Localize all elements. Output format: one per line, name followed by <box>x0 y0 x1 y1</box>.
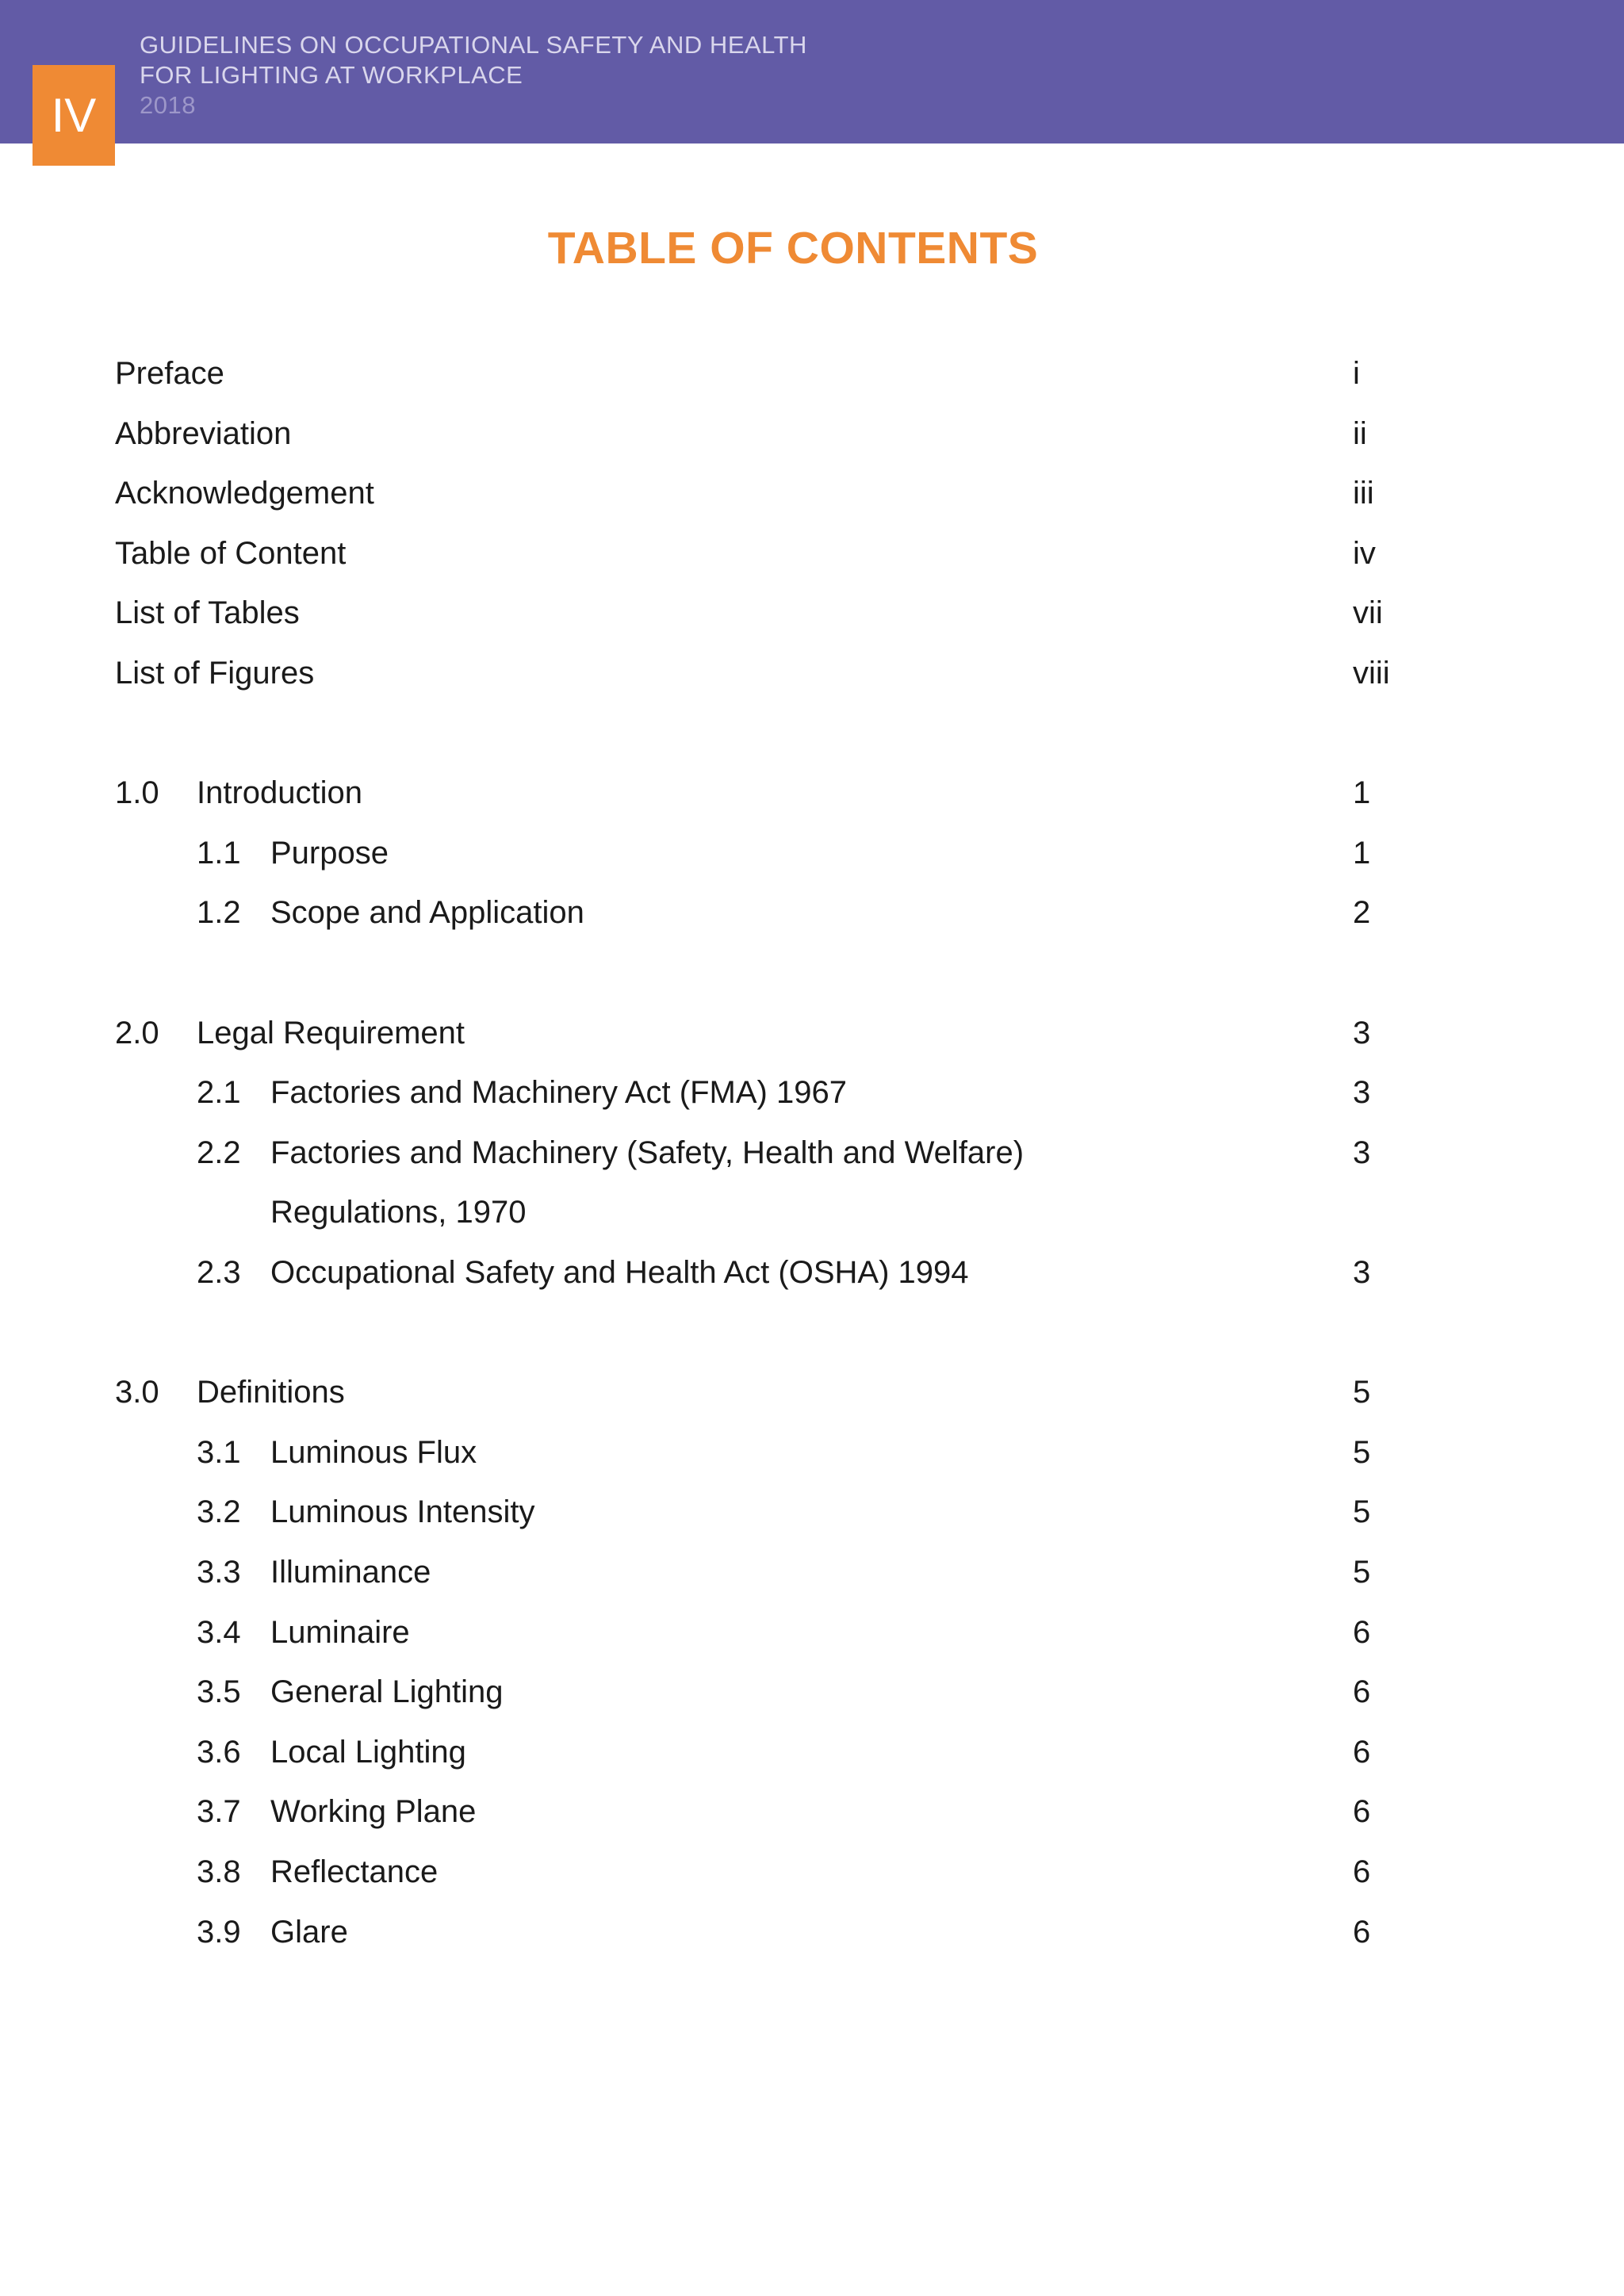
toc-section <box>0 1009 1624 1057</box>
toc-subsection-title: Luminous Intensity <box>270 1494 535 1530</box>
toc-subsection-title: Working Plane <box>270 1794 477 1830</box>
toc-subsection-number: 2.1 <box>197 1075 241 1111</box>
toc-subsection <box>0 1548 1624 1596</box>
toc-subsection-title: Reflectance <box>270 1854 439 1889</box>
toc-subsection-title: Occupational Safety and Health Act (OSHA) 1994 <box>270 1255 969 1290</box>
toc-entry <box>0 469 1624 517</box>
toc-section <box>0 769 1624 817</box>
toc-subsection-page: 6 <box>1353 1914 1371 1950</box>
toc-subsection-title: Factories and Machinery (Safety, Health and Welfare) <box>270 1135 1025 1170</box>
toc-subsection-page: 6 <box>1353 1854 1371 1889</box>
toc-subsection-number: 3.2 <box>197 1494 241 1530</box>
toc-subsection-page: 6 <box>1353 1674 1371 1710</box>
toc-entry-title: List of Figures <box>115 656 315 691</box>
toc-subsection <box>0 1848 1624 1896</box>
toc-subsection <box>0 1788 1624 1835</box>
toc-entry <box>0 649 1624 697</box>
toc-subsection <box>0 829 1624 877</box>
toc-entry <box>0 589 1624 637</box>
toc-subsection-title: Glare <box>270 1914 348 1950</box>
toc-entry <box>0 350 1624 397</box>
toc-section-title: Legal Requirement <box>197 1015 465 1050</box>
toc-subsection-page: 3 <box>1353 1135 1371 1170</box>
toc-subsection-title: General Lighting <box>270 1674 504 1710</box>
toc-subsection-number: 3.7 <box>197 1794 241 1830</box>
toc-subsection-page: 6 <box>1353 1614 1371 1650</box>
toc-section-number: 2.0 <box>115 1015 159 1050</box>
toc-subsection-title: Scope and Application <box>270 895 584 931</box>
toc-entry-title: Preface <box>115 356 224 391</box>
toc-subsection-number: 1.2 <box>197 895 241 931</box>
page-number-badge: IV <box>33 65 115 166</box>
toc-subsection <box>0 1129 1624 1177</box>
toc-subsection-page: 3 <box>1353 1075 1371 1111</box>
toc-subsection-page: 5 <box>1353 1434 1371 1470</box>
toc-section-number: 3.0 <box>115 1375 159 1410</box>
toc-subsection-number: 3.3 <box>197 1555 241 1590</box>
toc-entry-page: vii <box>1353 595 1383 631</box>
toc-entry-page: i <box>1353 356 1360 391</box>
toc-entry-title: Abbreviation <box>115 415 292 451</box>
toc-subsection <box>0 889 1624 936</box>
toc-subsection <box>0 1609 1624 1656</box>
toc-entry-title: List of Tables <box>115 595 300 631</box>
toc-subsection-page: 5 <box>1353 1555 1371 1590</box>
toc-section-page: 3 <box>1353 1015 1371 1050</box>
toc-subsection-number: 3.5 <box>197 1674 241 1710</box>
toc-section-title: Definitions <box>197 1375 345 1410</box>
toc-subsection-page: 1 <box>1353 835 1371 871</box>
toc-entry-page: viii <box>1353 656 1390 691</box>
toc-section-number: 1.0 <box>115 775 159 811</box>
toc-subsection-page: 6 <box>1353 1794 1371 1830</box>
toc-subsection-page: 2 <box>1353 895 1371 931</box>
toc-subsection-continuation <box>0 1188 1624 1236</box>
toc-subsection <box>0 1728 1624 1776</box>
toc-subsection-title: Illuminance <box>270 1555 431 1590</box>
toc-subsection-number: 3.4 <box>197 1614 241 1650</box>
document-title-line-2: FOR LIGHTING AT WORKPLACE <box>140 61 523 89</box>
toc-subsection-number: 3.9 <box>197 1914 241 1950</box>
toc-subsection-page: 3 <box>1353 1255 1371 1290</box>
toc-subsection-page: 5 <box>1353 1494 1371 1530</box>
document-year: 2018 <box>140 91 196 119</box>
toc-subsection <box>0 1249 1624 1296</box>
toc-subsection <box>0 1429 1624 1476</box>
toc-subsection-number: 1.1 <box>197 835 241 871</box>
toc-subsection-number: 2.2 <box>197 1135 241 1170</box>
toc-subsection-number: 3.8 <box>197 1854 241 1889</box>
toc-subsection-number: 2.3 <box>197 1255 241 1290</box>
toc-subsection-number: 3.1 <box>197 1434 241 1470</box>
toc-entry-title: Table of Content <box>115 535 347 571</box>
toc-subsection-number: 3.6 <box>197 1734 241 1770</box>
toc-subsection <box>0 1069 1624 1116</box>
toc-subsection-title: Luminous Flux <box>270 1434 477 1470</box>
toc-section <box>0 1368 1624 1416</box>
toc-entry-page: ii <box>1353 415 1367 451</box>
toc-subsection-title-continued: Regulations, 1970 <box>270 1195 527 1230</box>
toc-section-page: 1 <box>1353 775 1371 811</box>
toc-subsection <box>0 1488 1624 1536</box>
toc-subsection <box>0 1668 1624 1716</box>
toc-entry <box>0 410 1624 457</box>
toc-subsection-page: 6 <box>1353 1734 1371 1770</box>
toc-subsection <box>0 1908 1624 1956</box>
toc-subsection-title: Factories and Machinery Act (FMA) 1967 <box>270 1075 847 1111</box>
toc-entry <box>0 530 1624 577</box>
document-title-line-1: GUIDELINES ON OCCUPATIONAL SAFETY AND HEALTH <box>140 31 807 59</box>
toc-section-page: 5 <box>1353 1375 1371 1410</box>
toc-entry-page: iv <box>1353 535 1376 571</box>
toc-subsection-title: Local Lighting <box>270 1734 466 1770</box>
toc-subsection-title: Purpose <box>270 835 389 871</box>
page-title: TABLE OF CONTENTS <box>547 223 1039 274</box>
toc-section-title: Introduction <box>197 775 363 811</box>
toc-entry-title: Acknowledgement <box>115 476 374 511</box>
toc-subsection-title: Luminaire <box>270 1614 410 1650</box>
toc-entry-page: iii <box>1353 476 1374 511</box>
